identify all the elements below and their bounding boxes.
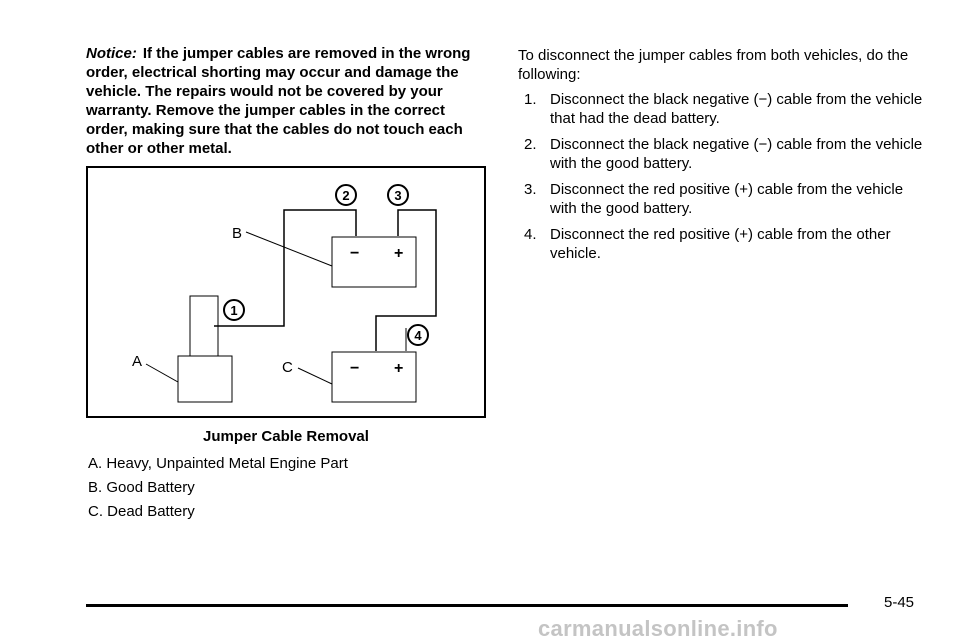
callout-1-number: 1: [230, 303, 238, 318]
step-item: [524, 225, 928, 263]
step-item: [524, 180, 928, 218]
step-text: Disconnect the black negative (−) cable from the vehicle with the good battery.: [550, 136, 923, 172]
callout-4-number: 4: [414, 328, 422, 343]
notice-text: If the jumper cables are removed in the wrong order, electrical shorting may occur and damage the vehicle. The repairs would not be covered by your warranty. Remove the jumper cables in the correct order, making sure that the cables do not touch each other or other metal.: [86, 45, 471, 157]
label-b: B: [232, 225, 243, 242]
step-number: 1.: [524, 91, 537, 108]
watermark: carmanualsonline.info: [538, 616, 778, 641]
engine-part-post: [190, 296, 218, 356]
step-number: 2.: [524, 136, 537, 153]
step-text: Disconnect the black negative (−) cable from the vehicle that had the dead battery.: [550, 91, 923, 127]
legend-item-c: C. Dead Battery: [88, 503, 195, 520]
leader-a: [146, 364, 178, 382]
dead-battery-negative-sign: −: [350, 360, 360, 377]
step-number: 3.: [524, 181, 537, 198]
leader-b: [246, 232, 332, 266]
good-battery-negative-sign: −: [350, 245, 360, 262]
label-c: C: [282, 359, 293, 376]
notice-paragraph: [86, 44, 486, 158]
callout-3-number: 3: [394, 188, 402, 203]
step-text: Disconnect the red positive (+) cable from the other vehicle.: [550, 226, 891, 262]
step-text: Disconnect the red positive (+) cable from the vehicle with the good battery.: [550, 181, 904, 217]
engine-part-block: [178, 356, 232, 402]
label-a: A: [132, 353, 143, 370]
footer-rule: [86, 604, 848, 607]
dead-battery-positive-sign: +: [394, 360, 404, 377]
dead-battery: [332, 352, 416, 402]
page-number: 5-45: [884, 594, 915, 611]
legend-item-a: A. Heavy, Unpainted Metal Engine Part: [88, 455, 348, 472]
legend-item-b: B. Good Battery: [88, 479, 195, 496]
step-item: [524, 90, 928, 128]
disconnect-steps: [524, 90, 928, 270]
step-item: [524, 135, 928, 173]
jumper-cable-diagram: [86, 166, 486, 418]
good-battery-positive-sign: +: [394, 245, 404, 262]
good-battery: [332, 237, 416, 287]
instructions-intro: To disconnect the jumper cables from both vehicles, do the following:: [518, 47, 909, 83]
figure-caption: Jumper Cable Removal: [203, 428, 369, 445]
step-number: 4.: [524, 226, 537, 243]
notice-lead: Notice:: [86, 45, 137, 62]
diagram-svg: [88, 168, 484, 416]
figure-legend: [88, 452, 348, 524]
callout-2-number: 2: [342, 188, 350, 203]
leader-c: [298, 368, 332, 384]
